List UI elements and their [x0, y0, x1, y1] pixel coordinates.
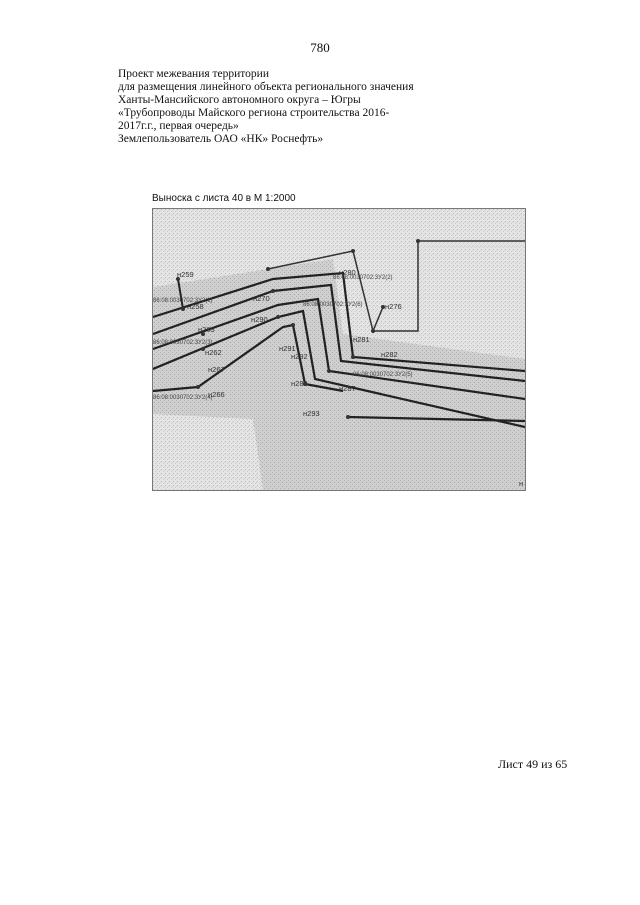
- point-label: н266: [208, 390, 225, 399]
- cadastral-label: 86:08:0030702:3У2(1): [153, 298, 213, 304]
- header-line: Ханты-Мансийского автономного округа – Югры: [118, 94, 361, 106]
- point-label: н262: [205, 348, 222, 357]
- cadastral-label: 86:08:0030702:3У2(2): [333, 275, 393, 281]
- point-label: н280: [339, 268, 356, 277]
- point-label: н258: [187, 302, 204, 311]
- point-label: н281: [353, 335, 370, 344]
- map-excerpt: [152, 208, 526, 491]
- cadastral-label: 86:08:0030702:3У2(6): [303, 302, 363, 308]
- point-label: н270: [253, 294, 270, 303]
- point-label: н282: [381, 350, 398, 359]
- point-label: н292: [291, 352, 308, 361]
- sheet-counter: Лист 49 из 65: [498, 757, 568, 771]
- point-label: н291: [279, 344, 296, 353]
- header-line: Землепользователь ОАО «НК» Роснефть»: [118, 133, 324, 145]
- point-label: н290: [251, 315, 268, 324]
- point-label: н259: [177, 270, 194, 279]
- header-line: 2017г.г., первая очередь»: [118, 120, 239, 132]
- point-label: н: [519, 479, 524, 488]
- header-line: Проект межевания территории: [118, 68, 269, 80]
- cadastral-label: 86:08:0030702:3У2(4): [153, 395, 213, 401]
- map-caption: Выноска с листа 40 в М 1:2000: [152, 193, 296, 204]
- header-line: для размещения линейного объекта регионального значения: [118, 81, 414, 93]
- cadastral-label: 86:08:0030702:3У2(5): [353, 372, 413, 378]
- point-label: н293: [303, 409, 320, 418]
- cadastral-label: 86:08:0030702:3У2(3): [153, 340, 213, 346]
- page-number: 780: [310, 40, 330, 55]
- point-label: н267: [208, 365, 225, 374]
- document-header: [118, 68, 538, 146]
- map-canvas: [153, 209, 525, 490]
- header-line: «Трубопроводы Майского региона строительства 2016-: [118, 107, 390, 119]
- point-label: н288: [291, 379, 308, 388]
- point-label: н263: [198, 325, 215, 334]
- point-label: н276: [385, 302, 402, 311]
- point-label: н287: [339, 384, 356, 393]
